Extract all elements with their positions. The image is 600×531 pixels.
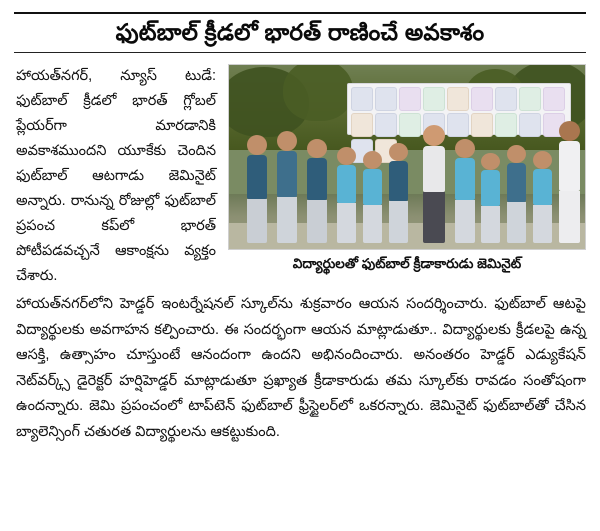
person-body: [337, 165, 356, 203]
banner-logo: [495, 113, 517, 137]
person-body: [455, 158, 475, 200]
person-head: [455, 139, 475, 158]
person-legs: [507, 202, 526, 243]
person-legs: [247, 199, 267, 243]
banner-logo: [447, 113, 469, 137]
person-body: [507, 163, 526, 202]
person-body: [307, 158, 327, 200]
person-head: [363, 151, 382, 169]
person-body: [481, 170, 500, 206]
person-head: [307, 139, 327, 158]
person-figure: [337, 147, 356, 243]
person-figure: [307, 139, 327, 243]
person-figure: [247, 135, 267, 243]
person-figure: [363, 151, 382, 243]
tree-icon: [283, 64, 353, 121]
person-legs: [423, 192, 445, 243]
person-head: [247, 135, 267, 155]
article-paragraph-continuation: హాయత్‌నగర్‌లోని హెడ్డర్ ఇంటర్నేషనల్ స్కూల్‌ను శుక్రవారం ఆయన సందర్శించారు. ఫుట్‌బాల్ ఆటపై విద్యార్థులకు అవగాహన కల్పించారు. ఈ సందర్భంగా ఆయన మాట్లాడుతూ.. విద్యార్థులకు క్రీడలపై ఉన్న ఆసక్తి, ఉత్సాహం చూస్తుంటే ఆనందంగా ఉందని అభినందించారు. అనంతరం హెడ్డర్ ఎడ్యుకేషన్ నెట్‌వర్క్స్ డైరెక్టర్ హర్షిహెడ్డర్ మాట్లాడుతూ ప్రఖ్యాత క్రీడాకారుడు తమ స్కూల్‌కు రావడం సంతోషంగా ఉందన్నారు. జెమి ప్రపంచంలో టాప్‌టెన్ ఫుట్‌బాల్ ఫ్రీస్టైలర్‌లో ఒకరన్నారు. జెమినైట్ ఫుట్‌బాల్‌తో చేసిన బ్యాలెన్సింగ్ చతురత విద్యార్థులను ఆకట్టుకుంది.: [16, 296, 586, 440]
photo-image: [228, 64, 586, 250]
article-paragraph-dateline: హాయత్‌నగర్, న్యూస్ టుడే: ఫుట్‌బాల్ క్రీడలో భారత్ గ్లోబల్ ప్లేయర్‌గా మారడానికి అవకాశముందని యూకేకు చెందిన ఫుట్‌బాల్ ఆటగాడు జెమినైట్ అన్నారు. రానున్న రోజుల్లో ఫుట్‌బాల్ ప్రపంచ కప్‌లో భారత్ పోటీపడవచ్చనే ఆకాంక్షను వ్యక్తం చేశారు.: [16, 68, 216, 284]
banner-logo: [495, 87, 517, 111]
person-head: [423, 125, 445, 146]
banner-logo: [399, 113, 421, 137]
person-legs: [363, 205, 382, 243]
banner-logo: [471, 87, 493, 111]
person-body: [533, 169, 552, 205]
person-head: [389, 143, 408, 161]
article-column-full: [16, 292, 586, 445]
person-figure: [507, 145, 526, 243]
person-head: [337, 147, 356, 165]
banner-logo: [351, 113, 373, 137]
person-legs: [389, 201, 408, 243]
article-column-left: [16, 64, 216, 289]
person-figure: [533, 151, 552, 243]
banner-logo: [375, 113, 397, 137]
banner-logo: [519, 87, 541, 111]
sponsor-banner: [347, 83, 571, 135]
banner-logo: [519, 113, 541, 137]
person-head: [559, 121, 580, 141]
person-legs: [481, 206, 500, 243]
person-legs: [277, 197, 297, 243]
person-body: [247, 155, 267, 199]
banner-logo: [471, 113, 493, 137]
person-head: [533, 151, 552, 169]
person-body: [389, 161, 408, 201]
person-legs: [307, 200, 327, 243]
footballer-figure: [423, 125, 445, 243]
person-figure: [559, 121, 580, 243]
person-legs: [337, 203, 356, 243]
person-figure: [277, 131, 297, 243]
person-figure: [389, 143, 408, 243]
banner-logo: [423, 87, 445, 111]
person-head: [507, 145, 526, 163]
person-legs: [559, 191, 580, 243]
headline: ఫుట్‌బాల్ క్రీడలో భారత్ రాణించే అవకాశం: [115, 19, 485, 45]
photo-block: [228, 64, 586, 250]
banner-logo: [399, 87, 421, 111]
person-body: [277, 151, 297, 197]
person-head: [481, 153, 500, 170]
banner-logo: [447, 87, 469, 111]
person-figure: [455, 139, 475, 243]
person-figure: [481, 153, 500, 243]
top-divider-rule: [14, 12, 586, 14]
person-body: [559, 141, 580, 191]
person-body: [363, 169, 382, 205]
person-head: [277, 131, 297, 151]
person-body: [423, 146, 445, 192]
banner-logo: [375, 87, 397, 111]
photo-caption: విద్యార్థులతో ఫుట్‌బాల్ క్రీడాకారుడు జెమినైట్: [292, 256, 522, 271]
banner-logo: [351, 87, 373, 111]
person-legs: [533, 205, 552, 243]
person-legs: [455, 200, 475, 243]
banner-logo: [543, 87, 565, 111]
headline-divider-rule: [14, 52, 586, 53]
